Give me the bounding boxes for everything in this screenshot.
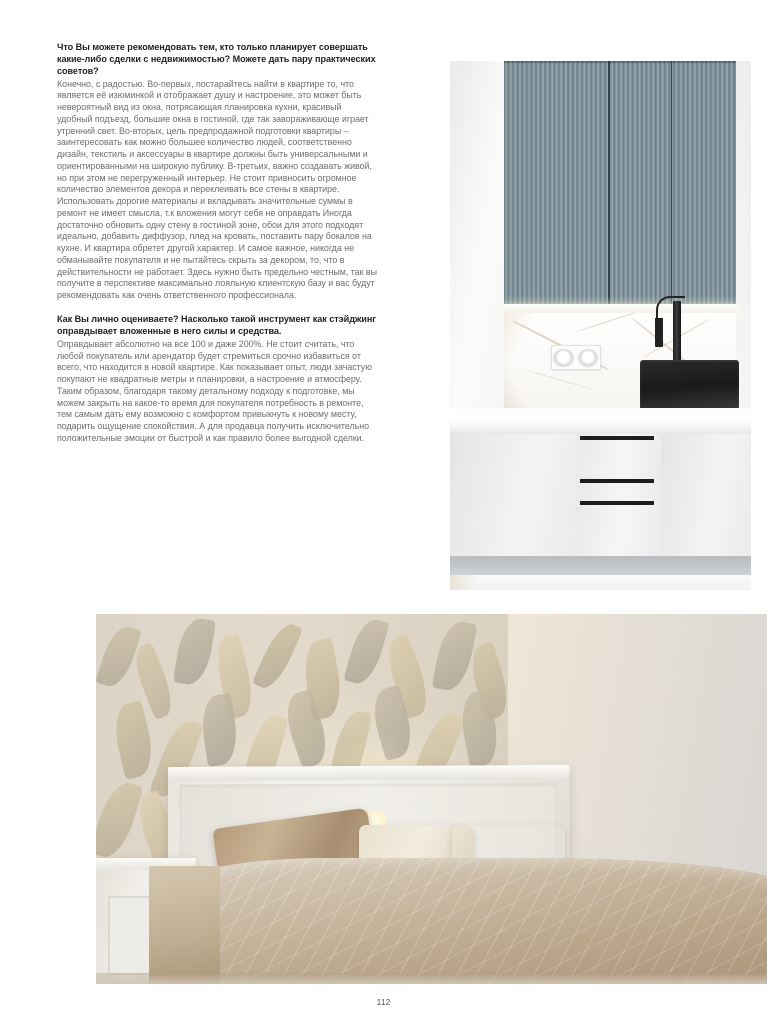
bed-with-quilted-bedspread [153,858,767,984]
paragraph-spacer [57,302,377,314]
floor-line [96,973,767,984]
kitchen-upper-cabinets [504,61,736,304]
drawer [576,434,660,478]
drawer [576,477,660,500]
outlet-socket-icon [553,349,573,367]
drawer-handle [580,501,654,505]
page-number: 112 [376,998,391,1007]
article-text-column [57,42,377,445]
marble-floor [450,575,751,590]
drawer-handle [580,479,654,483]
faucet-spout [655,318,662,347]
answer-body-1: Конечно, с радостью. Во-первых, постарайтесь найти в квартире то, что является её изюминкой и отображает душу и настроение, это может быть невероятный вид из окна, потрясающая планировка кухни, красивый удобный подъезд, большие окна в гостиной, где так завораживающе играет утренний свет. Во-вторых, цель предпродажной подготовки квартиры – заинтересовать как можно большее количество людей, соответственно дизайн, текстиль и аксессуары в квартире должны быть универсальными и ориентированными на широкую публику. В-третьих, важно создавать живой, но при этом не перегруженный интерьер. Не стоит привносить огромное количество элементов декора и переклеивать все стены в квартире. Использовать дорогие материалы и вкладывать значительные суммы в ремонт не имеет смысла, т.к вложения могут себя не оправдать Иногда достаточно обновить одну стену в гостиной зоне, обои для этого подходят идеально, добавить диффузор, плед на кровать, поставить пару бокалов на кухне. И квартира обретет другой характер. И самое важное, никогда не обманывайте покупателя и не пытайтесь скрыть за декором, то, что в действительности не работает. Здесь нужно быть предельно честным, так вы получите в перспективе максимально лояльную клиентскую базу и вас будут рекомендовать как очень ответственного профессионала. [57,78,377,301]
kitchen-sink [640,360,739,411]
question-heading-2: Как Вы лично оцениваете? Насколько такой инструмент как стэйджинг оправдывает вложенные в него силы и средства. [57,313,377,336]
answer-body-2: Оправдывает абсолютно на все 100 и даже 200%. Не стоит считать, что любой покупатель или арендатор будет стремиться срочно избавиться от всего, что находится в новой квартире. Как показывает опыт, люди зачастую покупают не квадратные метры и планировки, а настроение и атмосферу. Таким образом, благодаря такому детальному подходу к подготовке, мы можем закрыть на какое-то время для покупателя потребность в ремонте, тем самым дать ему возможно с комфортом привыкнуть к новому месту, подарить ощущение спокойствия. А для продавца получить исключительно положительные эмоции от быстрой и как правило более выгодной сделки. [57,338,372,443]
bedroom-interior-photo [96,614,767,984]
power-outlet [551,345,602,370]
drawer-stack [576,434,660,556]
under-cabinet-light [504,304,736,312]
cabinet-door-right [661,434,751,556]
question-heading-1: Что Вы можете рекомендовать тем, кто только планирует совершать какие-либо сделки с недвижимостью? Можете дать пару практических советов? [57,42,376,76]
cabinet-door-left [450,434,577,556]
cabinet-plinth [450,556,751,575]
cabinet-seam [608,61,609,304]
drawer-handle [580,436,654,440]
kitchen-countertop [450,408,751,434]
drawer [576,499,660,556]
kitchen-lower-cabinets [450,434,751,556]
cabinet-seam [671,61,672,304]
bedspread-drape [149,866,220,984]
outlet-socket-icon [578,349,598,367]
cabinet-top-shadow [504,61,736,64]
kitchen-interior-photo [450,61,751,590]
